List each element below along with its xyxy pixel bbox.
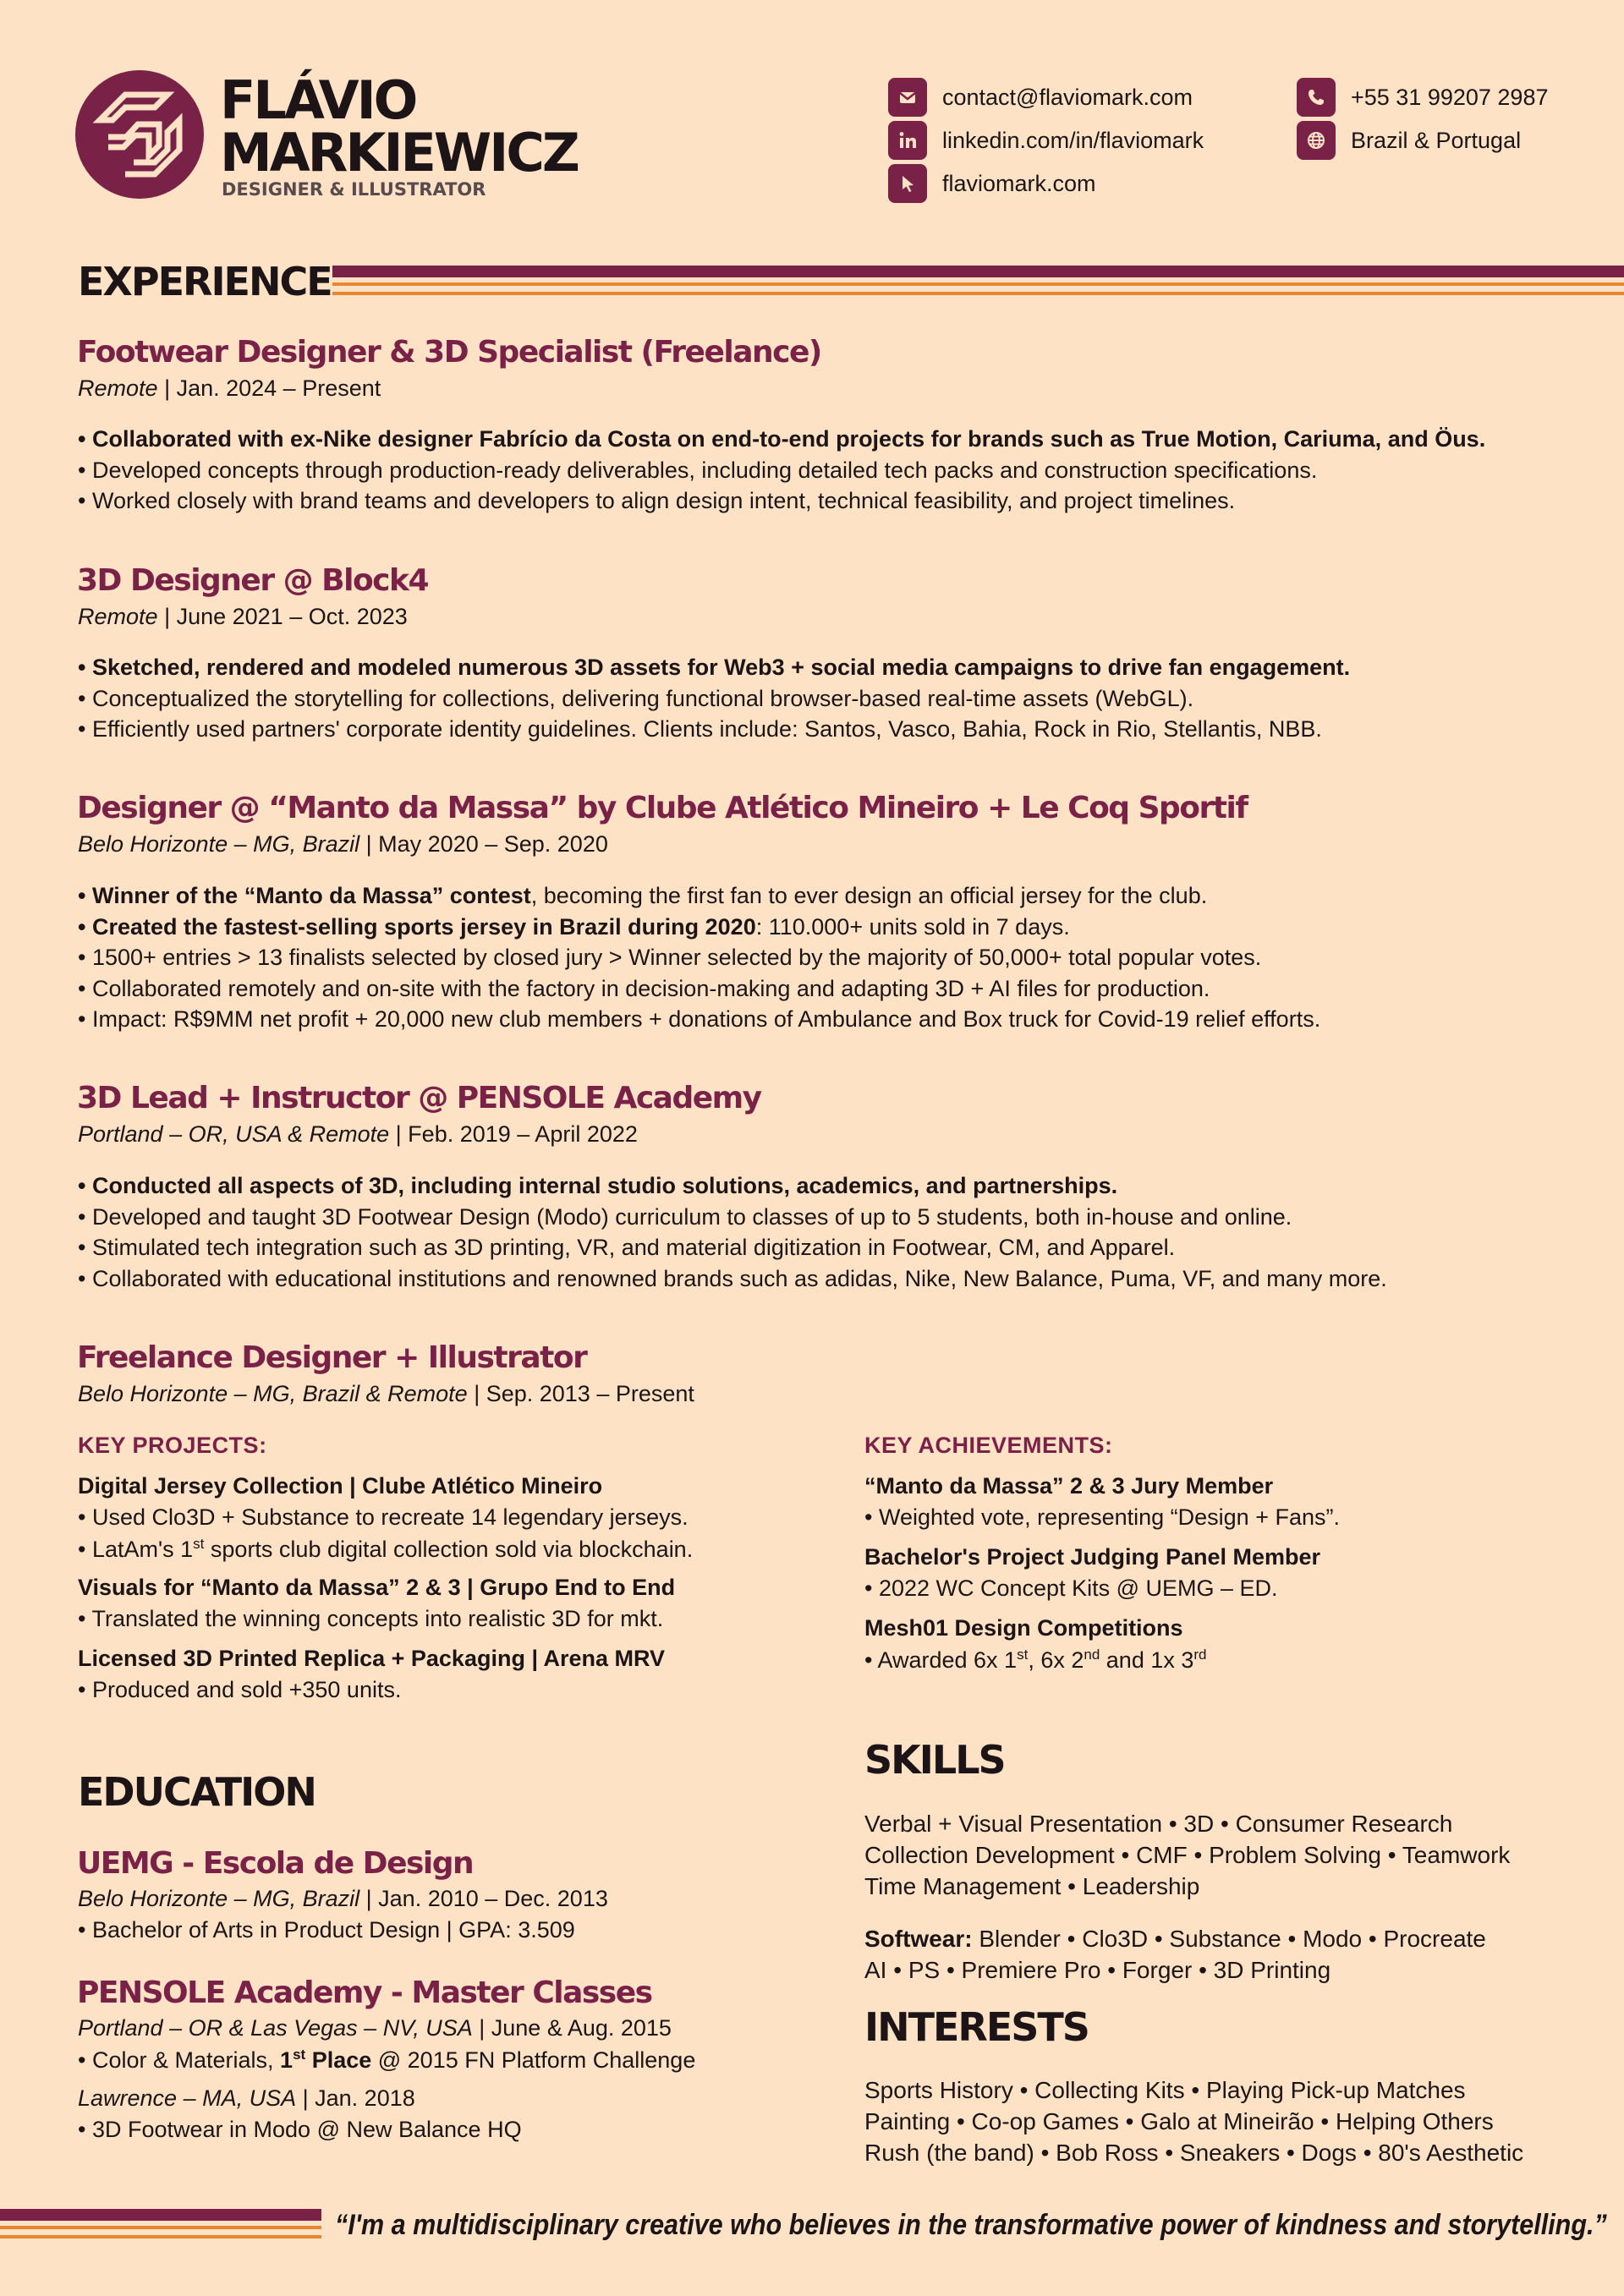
job-subtitle: DESIGNER & ILLUSTRATOR xyxy=(222,179,486,200)
job-dates: | June 2021 – Oct. 2023 xyxy=(164,604,408,629)
achievement-line: • Weighted vote, representing “Design + Fans”. xyxy=(864,1504,1340,1530)
job-location: Portland – OR, USA & Remote xyxy=(78,1121,390,1147)
achievement-text: , 6x 2 xyxy=(1028,1647,1084,1673)
software-text: Blender • Clo3D • Substance • Modo • Procreate xyxy=(972,1926,1486,1952)
job-title: Designer @ “Manto da Massa” by Clube Atlético Mineiro + Le Coq Sportif xyxy=(77,791,1248,825)
bullet: • Worked closely with brand teams and developers to align design intent, technical feasibility, and project timelines. xyxy=(78,488,1236,513)
job-bullets xyxy=(78,652,1350,745)
education-bold: Place xyxy=(305,2047,372,2073)
interests-heading: INTERESTS xyxy=(864,2004,1089,2050)
experience-rule-orange-2 xyxy=(332,292,1624,295)
bullet: • Conceptualized the storytelling for collections, delivering functional browser-based real-time assets (WebGL). xyxy=(78,685,1194,711)
interests-list xyxy=(864,2074,1523,2168)
first-name: FLÁVIO xyxy=(220,69,416,131)
project-line: • Translated the winning concepts into realistic 3D for mkt. xyxy=(78,1606,664,1631)
interests-line: Rush (the band) • Bob Ross • Sneakers • Dogs • 80's Aesthetic xyxy=(864,2140,1524,2166)
education-location: Portland – OR & Las Vegas – NV, USA xyxy=(78,2015,473,2041)
education-heading: EDUCATION xyxy=(78,1769,315,1815)
last-name: MARKIEWICZ xyxy=(220,122,578,184)
achievement-title: “Manto da Massa” 2 & 3 Jury Member xyxy=(864,1473,1274,1499)
bullet: • Impact: R$9MM net profit + 20,000 new club members + donations of Ambulance and Box truck for Covid-19 relief efforts. xyxy=(78,1006,1321,1032)
bullet: • Developed concepts through production-ready deliverables, including detailed tech packs and construction specifications. xyxy=(78,457,1318,483)
job-location: Belo Horizonte – MG, Brazil xyxy=(78,831,360,857)
education-meta xyxy=(78,2085,415,2112)
education-dates: | Jan. 2018 xyxy=(302,2085,415,2111)
bullet: • 1500+ entries > 13 finalists selected by closed jury > Winner selected by the majority of 50,000+ total popular votes. xyxy=(78,945,1262,970)
personal-quote: “I'm a multidisciplinary creative who believes in the transformative power of kindness and storytelling.” xyxy=(335,2209,1607,2241)
job-title: 3D Lead + Instructor @ PENSOLE Academy xyxy=(77,1081,761,1115)
education-line: • 3D Footwear in Modo @ New Balance HQ xyxy=(78,2117,522,2142)
job-title: Freelance Designer + Illustrator xyxy=(77,1340,587,1375)
project-line: • Used Clo3D + Substance to recreate 14 legendary jerseys. xyxy=(78,1504,689,1530)
job-dates: | Jan. 2024 – Present xyxy=(164,375,381,401)
skills-list xyxy=(864,1808,1510,1902)
bullet-bold: • Created the fastest-selling sports jersey in Brazil during 2020 xyxy=(78,913,756,940)
interests-line: Sports History • Collecting Kits • Playing Pick-up Matches xyxy=(864,2077,1466,2103)
education-text: @ 2015 FN Platform Challenge xyxy=(371,2047,696,2073)
job-meta xyxy=(78,1381,694,1407)
achievement-text: and 1x 3 xyxy=(1100,1647,1194,1673)
project-line xyxy=(78,1536,693,1563)
skills-heading: SKILLS xyxy=(864,1737,1005,1783)
education-meta xyxy=(78,1886,608,1912)
contact-location xyxy=(1297,121,1521,160)
bullet-rest: , becoming the first fan to ever design an official jersey for the club. xyxy=(530,883,1208,908)
job-location: Belo Horizonte – MG, Brazil & Remote xyxy=(78,1381,468,1406)
key-projects-heading: KEY PROJECTS: xyxy=(78,1433,267,1458)
education-meta xyxy=(78,2015,672,2041)
bullet xyxy=(78,880,1320,912)
job-dates: | Feb. 2019 – April 2022 xyxy=(395,1121,638,1147)
bullet-rest: : 110.000+ units sold in 7 days. xyxy=(755,913,1070,940)
contact-website[interactable] xyxy=(888,164,1096,203)
superscript: rd xyxy=(1193,1647,1207,1663)
linkedin-icon xyxy=(888,121,927,160)
contact-email-text[interactable]: contact@flaviomark.com xyxy=(942,84,1193,110)
contact-phone[interactable] xyxy=(1297,78,1548,117)
job-meta xyxy=(78,1121,638,1148)
software-line xyxy=(864,1923,1486,1954)
job-meta xyxy=(78,831,608,858)
education-dates: | June & Aug. 2015 xyxy=(479,2015,672,2041)
bullet: • Collaborated with ex-Nike designer Fabrício da Costa on end-to-end projects for brands such as True Motion, Cariuma, and Öus. xyxy=(78,426,1486,452)
job-bullets xyxy=(78,880,1320,1035)
job-title: Footwear Designer & 3D Specialist (Freelance) xyxy=(77,335,821,370)
bullet-bold: • Winner of the “Manto da Massa” contest xyxy=(78,883,531,908)
achievement-title: Bachelor's Project Judging Panel Member xyxy=(864,1544,1321,1570)
achievement-title: Mesh01 Design Competitions xyxy=(864,1615,1183,1641)
skills-line: Time Management • Leadership xyxy=(864,1873,1200,1899)
bullet: • Efficiently used partners' corporate identity guidelines. Clients include: Santos, Vasco, Bahia, Rock in Rio, Stellantis, NBB. xyxy=(78,716,1322,742)
job-location: Remote xyxy=(78,375,158,401)
experience-rule xyxy=(332,266,1624,277)
education-title: UEMG - Escola de Design xyxy=(77,1846,474,1881)
contact-email[interactable] xyxy=(888,78,1193,117)
project-title: Digital Jersey Collection | Clube Atlético Mineiro xyxy=(78,1473,603,1499)
contact-phone-text[interactable]: +55 31 99207 2987 xyxy=(1351,84,1549,110)
software-list xyxy=(864,1923,1486,1986)
contact-linkedin-text[interactable]: linkedin.com/in/flaviomark xyxy=(942,127,1204,153)
achievement-text: • Awarded 6x 1 xyxy=(864,1647,1018,1673)
experience-rule-orange xyxy=(332,282,1624,286)
job-bullets xyxy=(78,424,1485,517)
globe-icon xyxy=(1297,121,1336,160)
project-title: Licensed 3D Printed Replica + Packaging | Arena MRV xyxy=(78,1646,666,1671)
job-meta xyxy=(78,604,408,630)
job-meta xyxy=(78,375,381,402)
skills-line: Verbal + Visual Presentation • 3D • Consumer Research xyxy=(864,1811,1453,1837)
education-dates: | Jan. 2010 – Dec. 2013 xyxy=(365,1886,608,1911)
superscript: nd xyxy=(1084,1647,1100,1663)
project-line-b: sports club digital collection sold via blockchain. xyxy=(204,1537,694,1562)
job-bullets xyxy=(78,1170,1387,1294)
bullet xyxy=(78,912,1320,943)
key-achievements-heading: KEY ACHIEVEMENTS: xyxy=(864,1433,1113,1458)
footer-rule xyxy=(0,2209,321,2221)
superscript: st xyxy=(193,1536,205,1552)
bullet: • Developed and taught 3D Footwear Design (Modo) curriculum to classes of up to 5 students, both in-house and online. xyxy=(78,1203,1292,1230)
job-dates: | Sep. 2013 – Present xyxy=(474,1381,694,1406)
experience-heading: EXPERIENCE xyxy=(78,259,332,304)
achievement-line xyxy=(864,1647,1207,1674)
software-line: AI • PS • Premiere Pro • Forger • 3D Printing xyxy=(864,1957,1331,1983)
education-line: • Bachelor of Arts in Product Design | GPA: 3.509 xyxy=(78,1917,575,1943)
job-dates: | May 2020 – Sep. 2020 xyxy=(365,831,608,857)
job-location: Remote xyxy=(78,604,158,629)
logo-icon xyxy=(74,69,205,200)
project-line: • Produced and sold +350 units. xyxy=(78,1677,402,1702)
contact-location-text: Brazil & Portugal xyxy=(1351,127,1522,153)
contact-website-text[interactable]: flaviomark.com xyxy=(942,170,1096,196)
footer-rule-orange-2 xyxy=(0,2235,321,2238)
education-location: Belo Horizonte – MG, Brazil xyxy=(78,1886,360,1911)
bullet: • Conducted all aspects of 3D, including internal studio solutions, academics, and partnerships. xyxy=(78,1173,1118,1198)
contact-linkedin[interactable] xyxy=(888,121,1204,160)
superscript: st xyxy=(1017,1647,1029,1663)
education-text: • Color & Materials, xyxy=(78,2047,281,2073)
project-title: Visuals for “Manto da Massa” 2 & 3 | Grupo End to End xyxy=(78,1575,676,1600)
bullet: • Stimulated tech integration such as 3D printing, VR, and material digitization in Footwear, CM, and Apparel. xyxy=(78,1235,1176,1260)
bullet: • Collaborated remotely and on-site with the factory in decision-making and adapting 3D + AI files for production. xyxy=(78,975,1210,1001)
job-title: 3D Designer @ Block4 xyxy=(77,563,429,598)
bullet: • Sketched, rendered and modeled numerous 3D assets for Web3 + social media campaigns to drive fan engagement. xyxy=(78,655,1351,680)
phone-icon xyxy=(1297,78,1336,117)
superscript: st xyxy=(293,2047,306,2063)
software-label: Softwear: xyxy=(864,1926,973,1952)
education-location: Lawrence – MA, USA xyxy=(78,2085,297,2111)
education-line xyxy=(78,2047,695,2074)
education-title: PENSOLE Academy - Master Classes xyxy=(77,1975,652,2010)
footer-rule-orange xyxy=(0,2226,321,2229)
cursor-icon xyxy=(888,164,927,203)
interests-line: Painting • Co-op Games • Galo at Mineirão • Helping Others xyxy=(864,2108,1494,2134)
project-line-a: • LatAm's 1 xyxy=(78,1537,194,1562)
skills-line: Collection Development • CMF • Problem Solving • Teamwork xyxy=(864,1842,1511,1868)
bullet: • Collaborated with educational institutions and renowned brands such as adidas, Nike, New Balance, Puma, VF, and many more. xyxy=(78,1265,1387,1291)
education-bold: 1 xyxy=(280,2047,294,2073)
achievement-line: • 2022 WC Concept Kits @ UEMG – ED. xyxy=(864,1575,1278,1601)
mail-icon xyxy=(888,78,927,117)
